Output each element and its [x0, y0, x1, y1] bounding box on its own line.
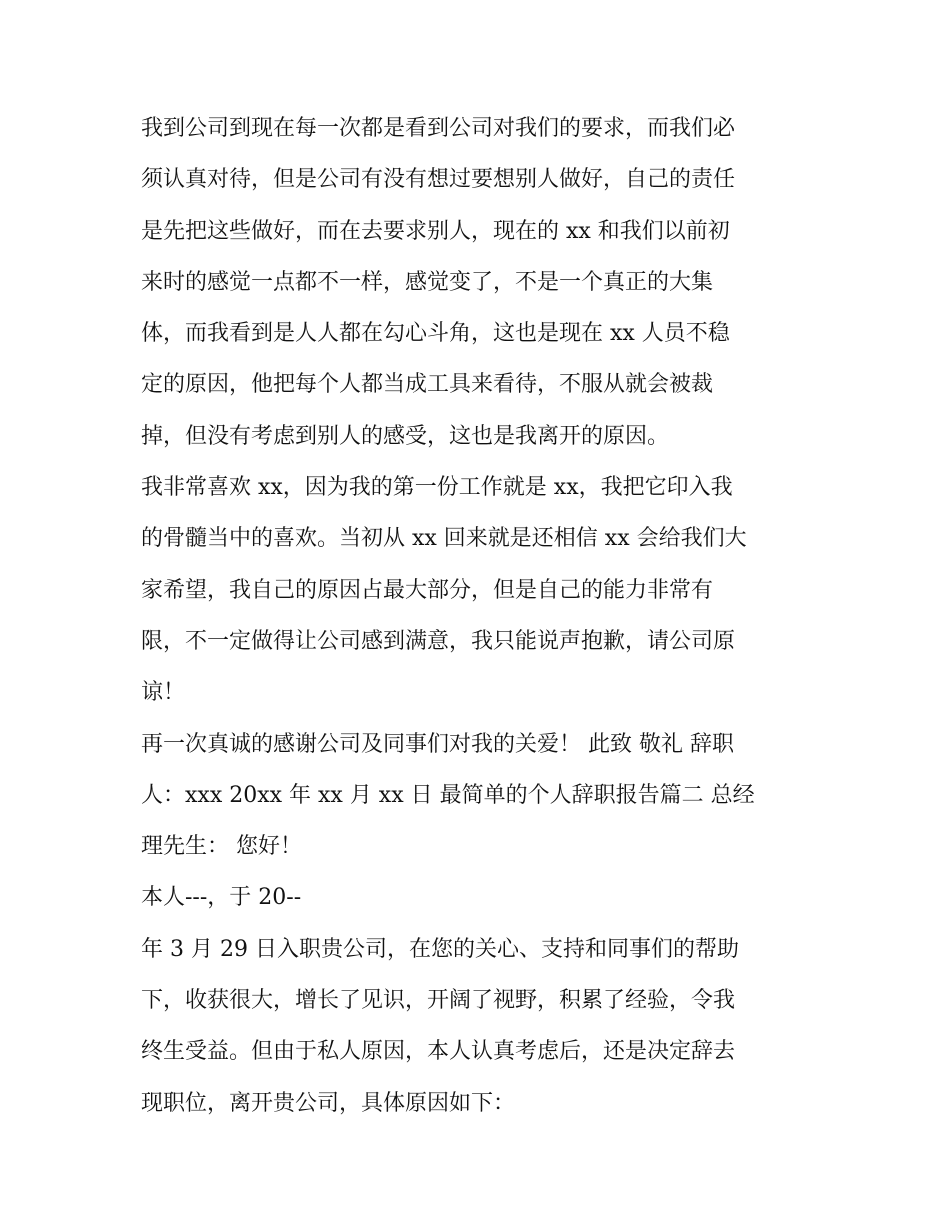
- text-line: 体，而我看到是人人都在勾心斗角，这也是现在 xx 人员不稳: [141, 321, 730, 347]
- text-line: 限，不一定做得让公司感到满意，我只能说声抱歉，请公司原: [141, 628, 736, 654]
- text-line: 终生受益。但由于私人原因，本人认真考虑后，还是决定辞去: [141, 1039, 736, 1065]
- text-line: 再一次真诚的感谢公司及同事们对我的关爱！ 此致 敬礼 辞职: [141, 731, 734, 757]
- text-line: 现职位，离开贵公司，具体原因如下：: [141, 1090, 516, 1116]
- text-line: 谅！: [141, 680, 186, 706]
- text-line: 我到公司到现在每一次都是看到公司对我们的要求，而我们必: [141, 116, 736, 141]
- text-line: 是先把这些做好，而在去要求别人，现在的 xx 和我们以前初: [141, 218, 730, 244]
- document-body: [141, 103, 821, 1129]
- text-line: 人：xxx 20xx 年 xx 月 xx 日 最简单的个人辞职报告篇二 总经: [141, 782, 755, 808]
- text-line: 家希望，我自己的原因占最大部分，但是自己的能力非常有: [141, 577, 714, 603]
- text-line: 掉，但没有考虑到别人的感受，这也是我离开的原因。: [141, 423, 670, 449]
- text-line: 须认真对待，但是公司有没有想过要想别人做好，自己的责任: [141, 167, 736, 193]
- text-line: 理先生： 您好！: [141, 834, 302, 860]
- text-line: 的骨髓当中的喜欢。当初从 xx 回来就是还相信 xx 会给我们大: [141, 526, 747, 552]
- text-line: 来时的感觉一点都不一样，感觉变了，不是一个真正的大集: [141, 269, 714, 295]
- text-line: 本人---，于 20--: [141, 885, 302, 911]
- text-line: 我非常喜欢 xx，因为我的第一份工作就是 xx，我把它印入我: [141, 475, 733, 501]
- text-line: 下，收获很大，增长了见识，开阔了视野，积累了经验，令我: [141, 988, 736, 1014]
- text-line: 年 3 月 29 日入职贵公司，在您的关心、支持和同事们的帮助: [141, 936, 739, 962]
- text-line: 定的原因，他把每个人都当成工具来看待，不服从就会被裁: [141, 372, 714, 398]
